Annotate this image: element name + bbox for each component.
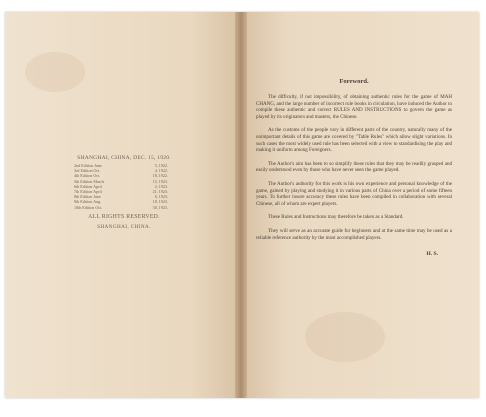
edition-label: 7th Edition April [74,189,102,195]
foreword-paragraph: The Author's aim has been to so simplify these rules that they may be readily grasped and easily understood even by those who have never seen the game played. [256,160,452,174]
edition-label: 3rd Edition Oct. [74,168,101,174]
edition-date: 18, 1923. [152,199,168,205]
edition-date: 30, 1923. [152,204,168,210]
edition-label: 8th Edition June [74,194,101,200]
imprint-heading: SHANGHAI, CHINA, DEC. 15, 1920. [77,155,171,161]
edition-date: 5, 1922. [154,163,168,168]
edition-list [74,163,180,210]
edition-date: 4, 1922. [154,168,168,174]
foreword-section [256,78,452,257]
edition-date: 6, 1923. [154,194,168,200]
foreword-paragraph: As the customs of the people vary in different parts of the country, naturally many of the unimportant details of this game are covered by "Table Rules" which allow slight variations. In such cases the most widely used rule has been selected with a view to standardising the play and making it uniform among Foreigners. [256,127,452,154]
edition-row [74,205,180,210]
paper-stain [305,312,385,362]
publication-place: SHANGHAI, CHINA. [97,223,151,230]
foreword-title: Foreword. [339,78,369,85]
paper-stain [25,52,85,92]
edition-label: 6th Edition April [74,183,102,189]
imprint-block [68,155,180,230]
foreword-paragraph: The difficulty, if not impossibility, of obtaining authentic rules for the game of MAH CHANG, and the large number of incorrect rule books in circulation, have induced the Author to compile these authentic and correct RULES AND INSTRUCTIONS to govern the game as played by its originators and masters, the Chinese. [256,94,452,120]
rights-notice: ALL RIGHTS RESERVED. [88,213,160,220]
edition-label: 5th Edition March [74,178,105,184]
foreword-paragraph: These Rules and Instructions may therefore be taken as a Standard. [268,214,404,221]
edition-label: 10th Edition Oct. [74,204,103,210]
edition-date: 2, 1923. [154,183,168,189]
edition-date: 15, 1923. [152,178,168,184]
author-signature: H. S. [426,251,438,258]
book-gutter [235,12,247,398]
edition-date: 21, 1923. [152,189,168,195]
foreword-paragraph: They will serve as an accurate guide for beginners and at the same time may be used as a reliable reference authority by the most accomplished players. [256,227,452,241]
edition-date: 18, 1922. [152,173,168,179]
edition-label: 4th Edition Oct. [74,173,101,179]
edition-label: 2nd Edition June [74,163,102,168]
edition-label: 9th Edition Aug. [74,199,102,205]
foreword-paragraph: The Author's authority for this work is his own experience and personal knowledge of the game, gained by playing and studying it in various parts of China over a period of some fifteen years. To further insure accuracy these rules have been compiled in collaboration with several Chinese, all of whom are expert players. [256,180,452,207]
